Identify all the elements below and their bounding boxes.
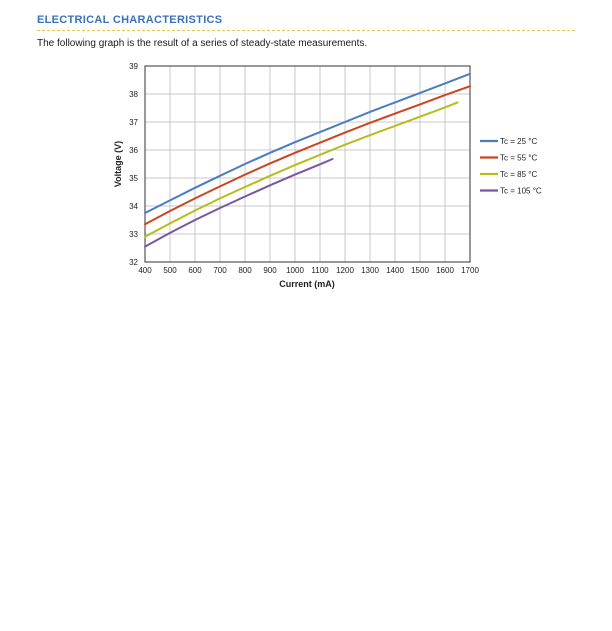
- series-line-4: [145, 159, 333, 247]
- x-tick-label: 600: [188, 266, 202, 275]
- grid: [145, 66, 470, 262]
- y-tick-label: 37: [129, 118, 138, 127]
- series-group: [145, 74, 470, 247]
- x-tick-label: 1000: [286, 266, 304, 275]
- x-tick-label: 500: [163, 266, 177, 275]
- x-tick-label: 400: [138, 266, 152, 275]
- legend-label-1: Tc = 25 °C: [500, 137, 538, 146]
- x-tick-label: 1200: [336, 266, 354, 275]
- intro-text: The following graph is the result of a series of steady-state measurements.: [37, 38, 368, 49]
- y-tick-label: 35: [129, 174, 138, 183]
- x-tick-label: 1300: [361, 266, 379, 275]
- x-tick-label: 1600: [436, 266, 454, 275]
- legend: [480, 137, 542, 196]
- section-title: ELECTRICAL CHARACTERISTICS: [37, 14, 223, 26]
- y-axis-label: Voltage (V): [113, 140, 123, 188]
- x-tick-label: 1500: [411, 266, 429, 275]
- legend-label-3: Tc = 85 °C: [500, 170, 538, 179]
- x-tick-label: 900: [263, 266, 277, 275]
- y-tick-label: 38: [129, 90, 138, 99]
- legend-label-4: Tc = 105 °C: [500, 186, 542, 196]
- x-tick-label: 1400: [386, 266, 404, 275]
- y-tick-label: 33: [129, 230, 138, 239]
- y-tick-label: 36: [129, 146, 138, 155]
- x-tick-label: 700: [213, 266, 227, 275]
- y-tick-label: 39: [129, 62, 138, 71]
- series-line-2: [145, 86, 470, 224]
- y-tick-label: 32: [129, 258, 138, 267]
- plot-frame: [145, 66, 470, 262]
- x-tick-label: 800: [238, 266, 252, 275]
- series-line-1: [145, 74, 470, 213]
- x-axis-label: Current (mA): [279, 279, 335, 289]
- y-tick-label: 34: [129, 202, 138, 211]
- series-line-3: [145, 102, 458, 236]
- legend-label-2: Tc = 55 °C: [500, 153, 538, 163]
- x-tick-label: 1700: [461, 266, 479, 275]
- x-tick-label: 1100: [311, 266, 329, 275]
